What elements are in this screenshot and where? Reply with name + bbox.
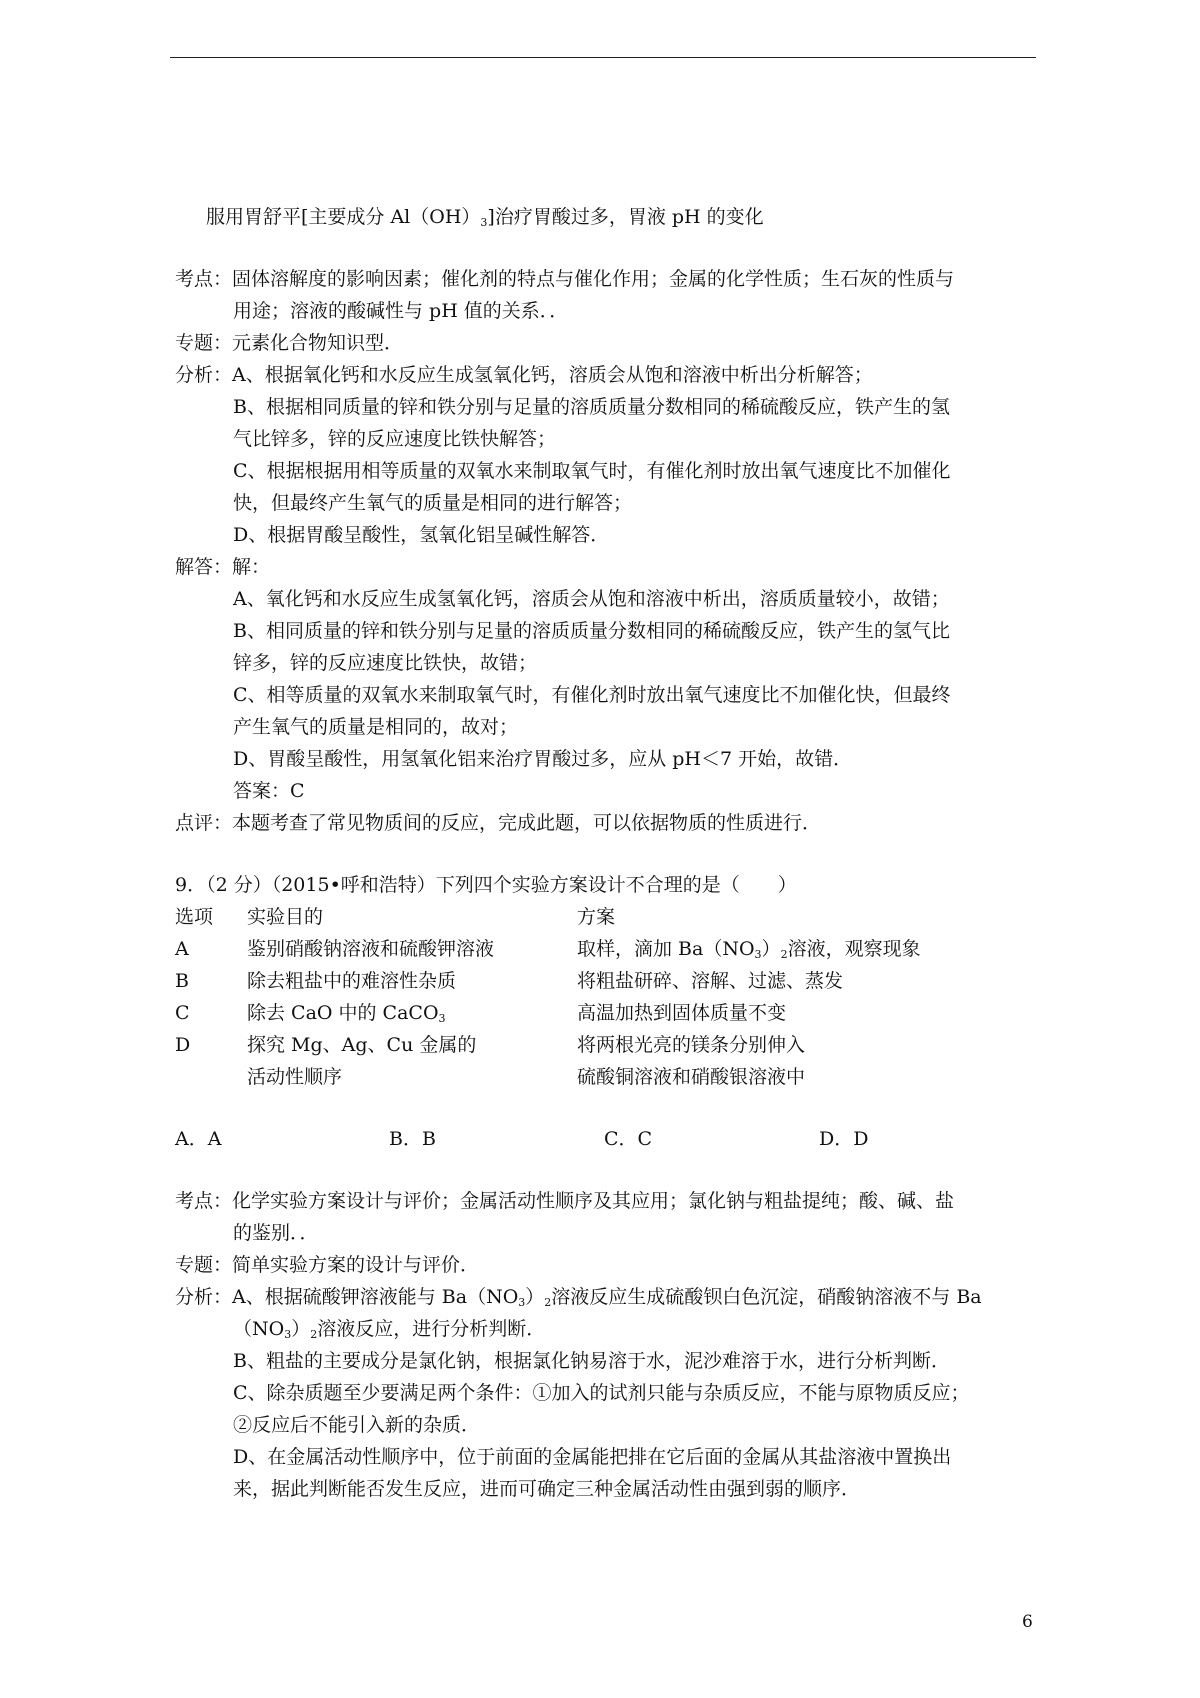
q9-fenxi-line-6: D、在金属活动性顺序中，位于前面的金属能把排在它后面的金属从其盐溶液中置换出 — [233, 1446, 952, 1468]
table-header-plan: 方案 — [577, 906, 616, 928]
dianping-label: 点评： — [175, 812, 233, 834]
kaodian-line-1: 考点：固体溶解度的影响因素；催化剂的特点与催化作用；金属的化学性质；生石灰的性质与 — [175, 268, 955, 290]
q9-zhuanti-line: 专题：简单实验方案的设计与评价． — [175, 1254, 480, 1276]
jieda-line-6: D、胃酸呈酸性，用氢氧化铝来治疗胃酸过多，应从 pH＜7 开始，故错． — [233, 748, 853, 770]
dianping-line: 点评：本题考查了常见物质间的反应，完成此题，可以依据物质的性质进行． — [175, 812, 822, 834]
jieda-line-4: C、相等质量的双氧水来制取氧气时，有催化剂时放出氧气速度比不加催化快，但最终 — [233, 684, 951, 706]
q9-fenxi-line-2: $(NO_3)_2$溶液反应，进行分析判断． — [233, 1318, 546, 1341]
question-9-stem: 9．（2 分）（2015•呼和浩特）下列四个实验方案设计不合理的是（ ） — [175, 874, 797, 896]
page-number: 6 — [1022, 1612, 1033, 1632]
table-row-d2-plan: 硫酸铜溶液和硝酸银溶液中 — [577, 1066, 806, 1088]
q9-kaodian-line-1: 考点：化学实验方案设计与评价；金属活动性顺序及其应用；氯化钠与粗盐提纯；酸、碱、盐 — [175, 1190, 955, 1212]
jieda-label: 解答： — [175, 556, 233, 578]
table-row-d-option: D — [175, 1034, 191, 1056]
table-row-c-goal: 除去 CaO 中的 CaCO$_3$ — [247, 1002, 446, 1025]
table-row-a-option: A — [175, 938, 189, 960]
choice-b: B．B — [389, 1128, 436, 1150]
choice-c: C．C — [604, 1128, 653, 1150]
table-row-c-option: C — [175, 1002, 190, 1024]
table-header-goal: 实验目的 — [247, 906, 324, 928]
jieda-line-5: 产生氧气的质量是相同的，故对； — [233, 716, 519, 738]
choice-a: A．A — [175, 1128, 222, 1150]
q9-fenxi-line-3: B、粗盐的主要成分是氯化钠，根据氯化钠易溶于水，泥沙难溶于水，进行分析判断． — [233, 1350, 950, 1372]
jieda-line-0: 解答：解： — [175, 556, 271, 578]
table-row-b-option: B — [175, 970, 189, 992]
jieda-line-2: B、相同质量的锌和铁分别与足量的溶质质量分数相同的稀硫酸反应，铁产生的氢气比 — [233, 620, 950, 642]
fenxi-line-5: 快，但最终产生氧气的质量是相同的进行解答； — [233, 492, 633, 514]
header-rule — [170, 57, 1036, 58]
zhuanti-line: 专题：元素化合物知识型． — [175, 332, 404, 354]
q9-fenxi-line-7: 来，据此判断能否发生反应，进而可确定三种金属活动性由强到弱的顺序． — [233, 1478, 861, 1500]
table-row-d-goal: 探究 Mg、Ag、Cu 金属的 — [247, 1034, 477, 1056]
table-row-a-goal: 鉴别硝酸钠溶液和硫酸钾溶液 — [247, 938, 495, 960]
fenxi-line-1: 分析：A、根据氧化钙和水反应生成氢氧化钙，溶质会从饱和溶液中析出分析解答； — [175, 364, 873, 386]
q9-fenxi-line-5: ②反应后不能引入新的杂质． — [233, 1414, 481, 1436]
q9-zhuanti-label: 专题： — [175, 1254, 233, 1276]
zhuanti-label: 专题： — [175, 332, 233, 354]
q9-kaodian-line-2: 的鉴别．． — [233, 1222, 319, 1244]
table-row-d2-goal: 活动性顺序 — [247, 1066, 343, 1088]
fenxi-label: 分析： — [175, 364, 233, 386]
table-row-d-plan: 将两根光亮的镁条分别伸入 — [577, 1034, 806, 1056]
kaodian-line-2: 用途；溶液的酸碱性与 pH 值的关系．． — [233, 300, 569, 322]
q9-fenxi-line-1: 分析：A、根据硫酸钾溶液能与 $Ba(NO_3)_2$溶液反应生成硫酸钡白色沉淀，硝酸钠溶液不与 Ba — [175, 1286, 982, 1309]
q9-fenxi-line-4: C、除杂质题至少要满足两个条件：①加入的试剂只能与杂质反应，不能与原物质反应； — [233, 1382, 970, 1404]
answer-line: 答案：C — [233, 780, 305, 802]
q9-fenxi-label: 分析： — [175, 1286, 233, 1308]
choice-d: D．D — [819, 1128, 869, 1150]
fenxi-line-3: 气比锌多，锌的反应速度比铁快解答； — [233, 428, 557, 450]
table-row-a-plan: 取样，滴加 $Ba(NO_3)_2$溶液，观察现象 — [577, 938, 921, 961]
option-d-text: 服用胃舒平[主要成分 $Al(OH)_3$]治疗胃酸过多，胃液 pH 的变化 — [206, 206, 764, 229]
table-row-c-plan: 高温加热到固体质量不变 — [577, 1002, 787, 1024]
q9-kaodian-label: 考点： — [175, 1190, 233, 1212]
table-row-b-goal: 除去粗盐中的难溶性杂质 — [247, 970, 457, 992]
jieda-line-3: 锌多，锌的反应速度比铁快，故错； — [233, 652, 538, 674]
table-header-option: 选项 — [175, 906, 214, 928]
table-row-b-plan: 将粗盐研碎、溶解、过滤、蒸发 — [577, 970, 844, 992]
kaodian-label: 考点： — [175, 268, 233, 290]
fenxi-line-2: B、根据相同质量的锌和铁分别与足量的溶质质量分数相同的稀硫酸反应，铁产生的氢 — [233, 396, 950, 418]
fenxi-line-4: C、根据根据用相等质量的双氧水来制取氧气时，有催化剂时放出氧气速度比不加催化 — [233, 460, 951, 482]
fenxi-line-6: D、根据胃酸呈酸性，氢氧化铝呈碱性解答． — [233, 524, 610, 546]
jieda-line-1: A、氧化钙和水反应生成氢氧化钙，溶质会从饱和溶液中析出，溶质质量较小，故错； — [233, 588, 950, 610]
